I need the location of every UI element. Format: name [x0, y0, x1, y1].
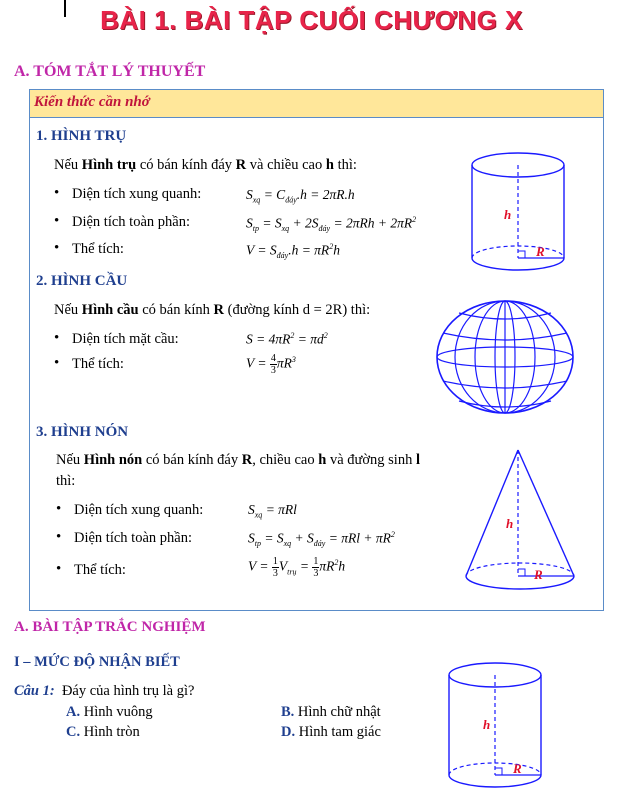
cone-lateral-area-label: • Diện tích xung quanh: [74, 502, 203, 519]
cone-h-label: h [506, 516, 514, 531]
cylinder-heading: 1. HÌNH TRỤ [36, 128, 127, 144]
cone-heading: 3. HÌNH NÓN [36, 424, 129, 440]
cone-volume-label: • Thể tích: [74, 562, 126, 579]
knowledge-box-header [30, 90, 603, 118]
sphere-intro: Nếu Hình cầu có bán kính R (đường kính d = 2R) thì: [54, 302, 371, 318]
cone-lateral-area-formula: $S_{xq} = \pi Rl$ [248, 502, 297, 520]
cylinder-total-area-label: • Diện tích toàn phần: [72, 214, 190, 231]
cylinder-r-label: R [536, 244, 545, 259]
cone-figure [460, 446, 580, 596]
cone-total-area-formula: $S_{tp} = S_{xq} + S_{đáy} = \pi Rl + \pi R^2$ [248, 530, 395, 549]
question-1-text: Đáy của hình trụ là gì? [61, 683, 195, 699]
question-1-h-label: h [483, 717, 491, 732]
question-1-r-label: R [513, 761, 522, 776]
cylinder-volume-label: • Thể tích: [72, 241, 124, 258]
cylinder-intro: Nếu Hình trụ có bán kính đáy R và chiều cao h thì: [54, 157, 357, 173]
cylinder-h-label: h [504, 207, 512, 222]
option-d[interactable]: D. Hình tam giác [281, 724, 381, 740]
cylinder-total-area-formula: $S_{tp} = S_{xq} + 2S_{đáy} = 2\pi Rh + 2\pi R^2$ [246, 215, 417, 234]
cone-total-area-label: • Diện tích toàn phần: [74, 530, 192, 547]
cone-volume-formula: V = $\frac{1}{3}$ $V_{trụ}$ = $\frac{1}{3}$ $\pi R^2h$ [248, 556, 346, 579]
page-title: BÀI 1. BÀI TẬP CUỐI CHƯƠNG X [100, 5, 523, 35]
cone-r-label: R [534, 567, 543, 582]
section-a-heading: A. TÓM TẮT LÝ THUYẾT [14, 63, 206, 80]
sphere-area-label: • Diện tích mặt cầu: [72, 331, 179, 348]
level-heading: I – MỨC ĐỘ NHẬN BIẾT [14, 654, 180, 670]
cylinder-figure [466, 148, 576, 288]
question-1-label: Câu 1: [14, 683, 55, 699]
section-b-heading: A. BÀI TẬP TRẮC NGHIỆM [14, 619, 206, 635]
cone-intro-line2: thì: [56, 473, 76, 489]
option-a[interactable]: A. Hình vuông [66, 704, 153, 720]
sphere-figure [433, 297, 577, 417]
sphere-volume-label: • Thể tích: [72, 356, 124, 373]
cylinder-volume-formula: $V = S_{đáy}.h = \pi R^2h$ [246, 242, 340, 261]
sphere-volume-formula: V = $\frac{4}{3}$ $\pi R^3$ [246, 353, 296, 376]
cylinder-lateral-area-formula: $S_{xq} = C_{đáy}.h = 2\pi R.h$ [246, 187, 355, 205]
cone-intro: Nếu Hình nón có bán kính đáy R, chiều cao h và đường sinh l [56, 452, 420, 468]
option-b[interactable]: B. Hình chữ nhật [281, 704, 381, 720]
question-1 [14, 683, 194, 700]
question-1-cylinder-figure [443, 657, 553, 797]
cylinder-lateral-area-label: • Diện tích xung quanh: [72, 186, 201, 203]
option-c[interactable]: C. Hình tròn [66, 724, 140, 740]
sphere-heading: 2. HÌNH CẦU [36, 273, 128, 289]
sphere-area-formula: $S = 4\pi R^2 = \pi d^2$ [246, 331, 328, 347]
knowledge-box-title: Kiến thức cần nhớ [34, 94, 150, 110]
